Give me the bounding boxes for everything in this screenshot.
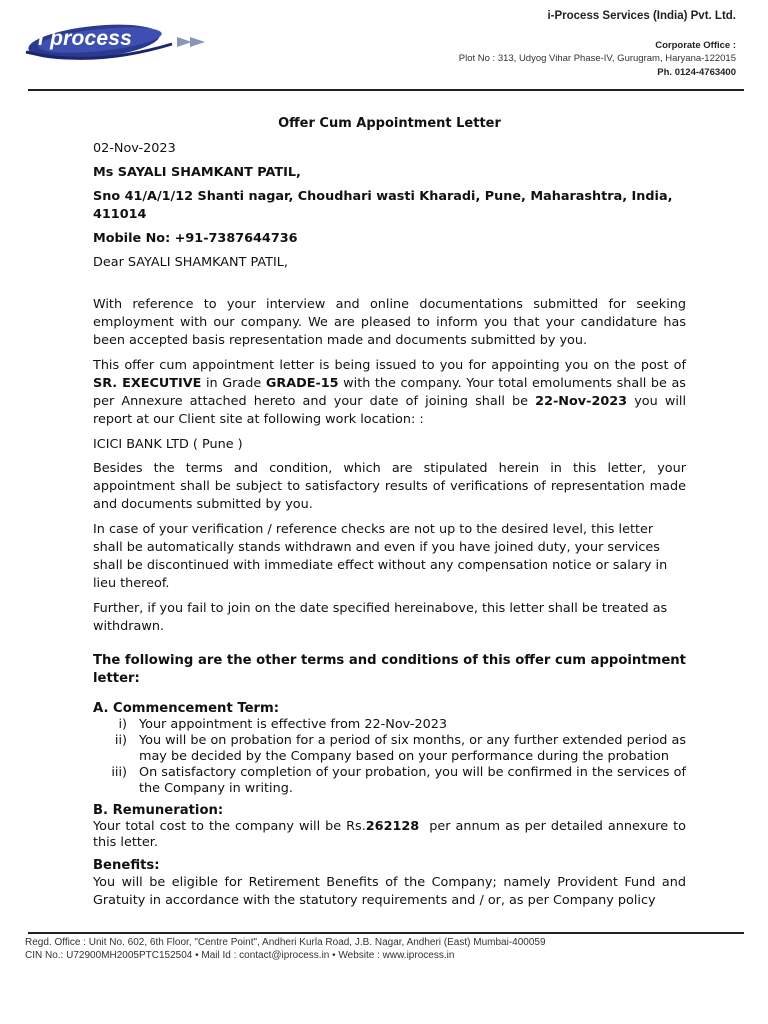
paragraph-failure-to-join: Further, if you fail to join on the date specified hereinabove, this letter shall be treated as withdrawn. (93, 601, 668, 634)
cin-contact-line: CIN No.: U72900MH2005PTC152504 • Mail Id : contact@iprocess.in • Website : www.iprocess.in (25, 950, 455, 961)
paragraph-appointment: This offer cum appointment letter is being issued to you for appointing you on the post of SR. EXECUTIVE in Grade GRADE-15 with the company. Your total emoluments shall be as per Annexure attached hereto and your date of joining shall be 22-Nov-2023 you will report at our Client site at following work location: : (93, 358, 686, 427)
logo-text: i process (38, 27, 133, 50)
header-divider (28, 89, 744, 91)
corporate-office-address: Plot No : 313, Udyog Vihar Phase-IV, Gurugram, Haryana-122015 (458, 53, 736, 64)
letter-title: Offer Cum Appointment Letter (278, 116, 501, 131)
grade: GRADE-15 (265, 376, 339, 391)
corporate-office-label: Corporate Office : (655, 40, 736, 51)
section-b-heading: B. Remuneration: (93, 803, 224, 818)
letter-body (93, 115, 691, 916)
remuneration-text: Your total cost to the company will be Rs.262128 per annum as per detailed annexure to this letter. (93, 819, 691, 850)
work-location: ICICI BANK LTD ( Pune ) (93, 437, 243, 452)
company-name: i-Process Services (India) Pvt. Ltd. (547, 10, 736, 22)
registered-office: Regd. Office : Unit No. 602, 6th Floor, "Centre Point", Andheri Kurla Road, J.B. Nagar, Andheri (East) Mumbai-400059 (25, 937, 546, 948)
benefits-heading: Benefits: (93, 858, 160, 873)
list-item: ii) You will be on probation for a period of six months, or any further extended period as may be decided by the Company based on your performance during the probation (114, 733, 686, 764)
benefits-text: You will be eligible for Retirement Benefits of the Company; namely Provident Fund and Gratuity in accordance with the statutory requirements and / or, as per Company policy (93, 875, 686, 908)
company-phone: Ph. 0124-4763400 (657, 67, 736, 78)
post-title: SR. EXECUTIVE (93, 376, 202, 391)
paragraph-intro: With reference to your interview and online documentations submitted for seeking employment with our company. We are pleased to inform you that your candidature has been accepted basis representation made and documents submitted by you. (93, 297, 686, 348)
recipient-name: Ms SAYALI SHAMKANT PATIL, (93, 165, 301, 180)
letter-date: 02-Nov-2023 (93, 141, 176, 156)
joining-date: 22-Nov-2023 (535, 394, 628, 409)
list-item: iii) On satisfactory completion of your probation, you will be confirmed in the services of the Company in writing. (111, 765, 686, 796)
recipient-mobile: Mobile No: +91-7387644736 (93, 231, 298, 246)
paragraph-reference-checks: In case of your verification / reference checks are not up to the desired level, this letter shall be automatically stands withdrawn and even if you have joined duty, your services shall be discontinued with immediate effect without any compensation notice or salary in lieu thereof. (93, 522, 668, 591)
footer-divider (28, 932, 744, 934)
recipient-address: Sno 41/A/1/12 Shanti nagar, Choudhari wasti Kharadi, Pune, Maharashtra, India, 411014 (93, 189, 673, 222)
section-a-heading: A. Commencement Term: (93, 701, 280, 716)
paragraph-verification: Besides the terms and condition, which are stipulated herein in this letter, your appointment shall be subject to satisfactory results of verifications of representation made and documents submitted by you. (93, 461, 686, 512)
list-item: i) Your appointment is effective from 22-Nov-2023 (118, 717, 448, 732)
commencement-list (93, 717, 686, 797)
terms-heading: The following are the other terms and conditions of this offer cum appointment letter: (93, 653, 686, 686)
ctc-amount: 262128 (365, 819, 420, 834)
salutation: Dear SAYALI SHAMKANT PATIL, (93, 255, 288, 270)
